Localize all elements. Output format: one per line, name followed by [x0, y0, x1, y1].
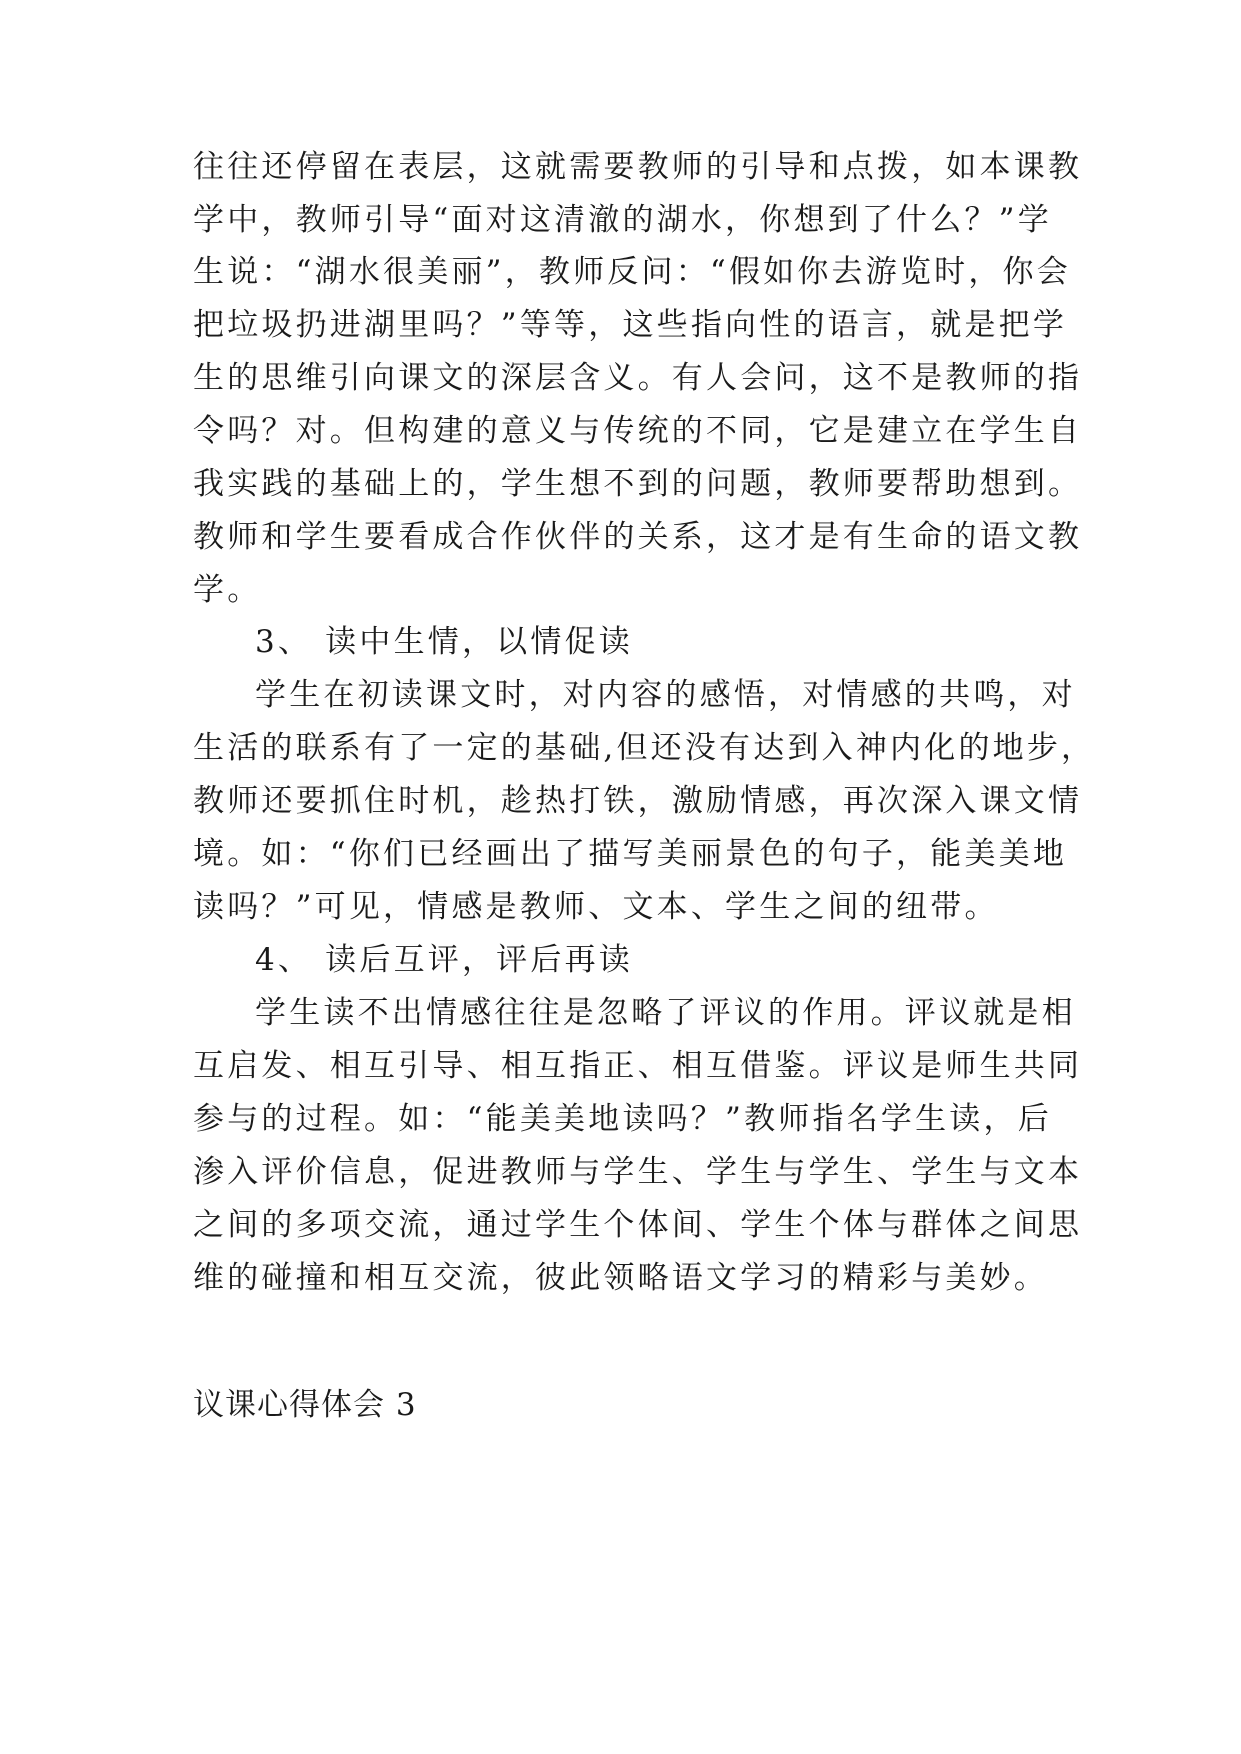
body-text-line: 之间的多项交流，通过学生个体间、学生个体与群体之间思	[193, 1207, 1083, 1243]
body-text-line: 令吗？对。但构建的意义与传统的不同，它是建立在学生自	[193, 413, 1083, 449]
body-text-line: 生说：“湖水很美丽”，教师反问：“假如你去游览时，你会	[193, 254, 1071, 290]
body-text-line: 渗入评价信息，促进教师与学生、学生与学生、学生与文本	[193, 1154, 1083, 1190]
body-text-line: 读吗？”可见，情感是教师、文本、学生之间的纽带。	[193, 889, 999, 925]
body-text-line: 教师和学生要看成合作伙伴的关系，这才是有生命的语文教	[193, 519, 1083, 555]
body-text-line: 互启发、相互引导、相互指正、相互借鉴。评议是师生共同	[193, 1048, 1083, 1084]
body-text-line: 教师还要抓住时机，趁热打铁，激励情感，再次深入课文情	[193, 783, 1083, 819]
body-text-line: 维的碰撞和相互交流，彼此领略语文学习的精彩与美妙。	[193, 1260, 1048, 1296]
body-text-line: 往往还停留在表层，这就需要教师的引导和点拨，如本课教	[193, 149, 1083, 185]
body-text-line: 学生读不出情感往往是忽略了评议的作用。评议就是相	[255, 995, 1076, 1031]
body-text-line: 生的思维引向课文的深层含义。有人会问，这不是教师的指	[193, 360, 1083, 396]
body-text-line: 我实践的基础上的，学生想不到的问题，教师要帮助想到。	[193, 466, 1083, 502]
body-text-line: 把垃圾扔进湖里吗？”等等，这些指向性的语言，就是把学	[193, 307, 1068, 343]
body-text-line: 境。如：“你们已经画出了描写美丽景色的句子，能美美地	[193, 836, 1068, 872]
body-text-line: 学。	[193, 572, 262, 608]
body-text-line: 学中，教师引导“面对这清澈的湖水，你想到了什么？”学	[193, 202, 1052, 238]
body-text-line: 参与的过程。如：“能美美地读吗？”教师指名学生读，后	[193, 1101, 1052, 1137]
document-section-title: 议课心得体会 3	[193, 1387, 417, 1423]
section-heading-4: 4、 读后互评，评后再读	[255, 942, 633, 978]
body-text-line: 学生在初读课文时，对内容的感悟，对情感的共鸣，对	[255, 677, 1076, 713]
section-heading-3: 3、 读中生情，以情促读	[255, 624, 633, 660]
body-text-line: 生活的联系有了一定的基础,但还没有达到入神内化的地步，	[193, 730, 1096, 766]
